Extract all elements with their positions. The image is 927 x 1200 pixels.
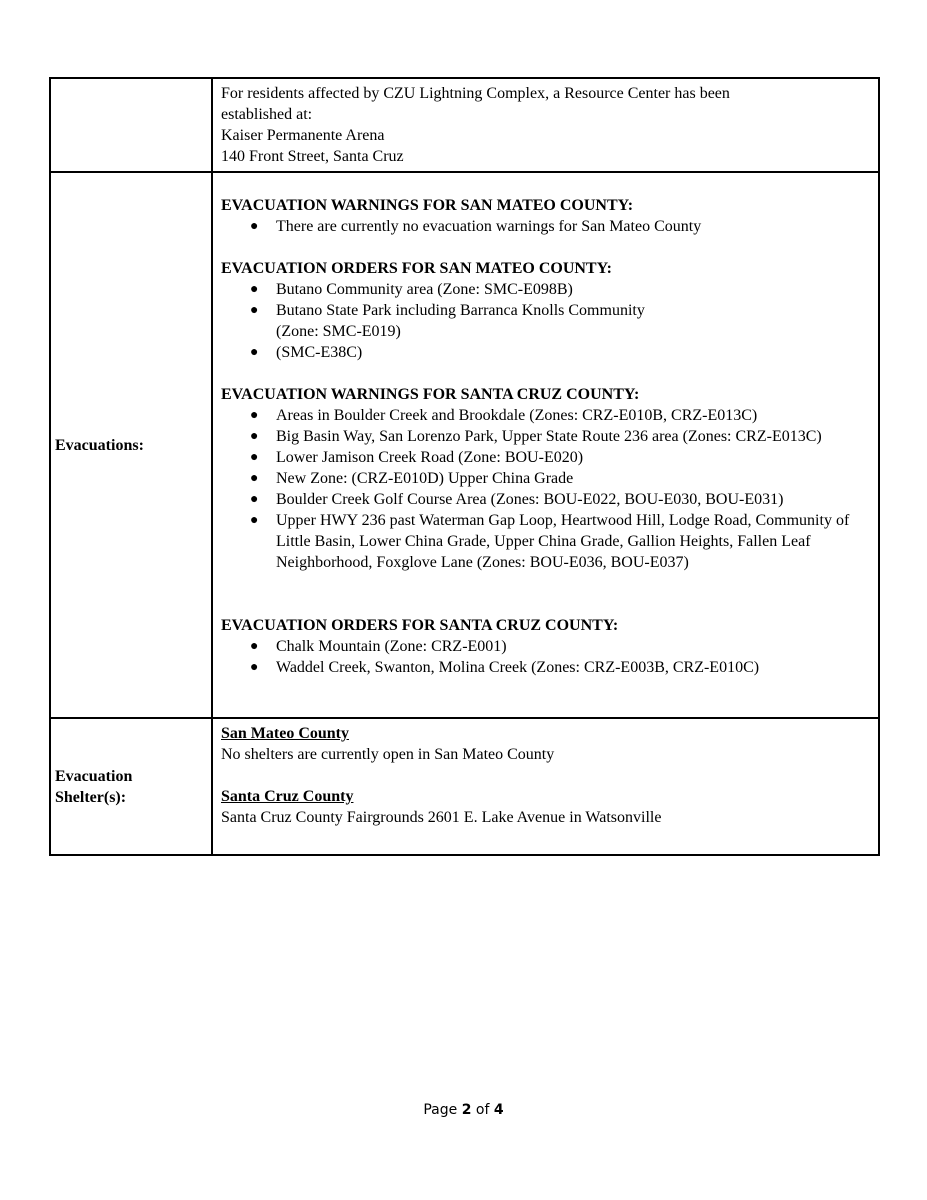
shelters-label: Evacuation Shelter(s): xyxy=(50,718,212,855)
bullet-icon: ● xyxy=(250,450,259,465)
list-item: ● Chalk Mountain (Zone: CRZ-E001) xyxy=(250,638,507,655)
bullet-icon: ● xyxy=(250,303,259,318)
resource-center-cell xyxy=(212,78,879,172)
bullet-icon: ● xyxy=(250,660,259,675)
bullet-list xyxy=(221,405,870,573)
section-heading: EVACUATION ORDERS FOR SAN MATEO COUNTY: xyxy=(221,260,613,277)
evacuations-row xyxy=(50,172,879,718)
bullet-icon: ● xyxy=(250,429,259,444)
bullet-icon: ● xyxy=(250,492,259,507)
list-item: ● There are currently no evacuation warnings for San Mateo County xyxy=(250,218,702,235)
san-mateo-heading: San Mateo County xyxy=(221,725,350,742)
bullet-list xyxy=(221,279,870,363)
evacuations-cell xyxy=(212,172,879,718)
section-heading: EVACUATION ORDERS FOR SANTA CRUZ COUNTY: xyxy=(221,617,619,634)
bullet-list xyxy=(221,216,870,237)
resource-center-venue: Kaiser Permanente Arena xyxy=(221,127,385,144)
page-footer xyxy=(0,1102,927,1118)
list-item: ● Upper HWY 236 past Waterman Gap Loop, Heartwood Hill, Lodge Road, Community of Little Basin, Lower China Grade, Upper China Grade, Gallion Heights, Fallen Leaf Neighborhood, Foxglove Lane (Zones: BOU-E036, BOU-E037) xyxy=(250,512,850,571)
current-page: 2 xyxy=(461,1102,472,1118)
resource-center-row xyxy=(50,78,879,172)
list-item: ● Areas in Boulder Creek and Brookdale (Zones: CRZ-E010B, CRZ-E013C) xyxy=(250,407,758,424)
list-item: ● Lower Jamison Creek Road (Zone: BOU-E020) xyxy=(250,449,584,466)
list-item: ● (SMC-E38C) xyxy=(250,344,363,361)
resource-center-line: established at: xyxy=(221,106,313,123)
section-heading: EVACUATION WARNINGS FOR SAN MATEO COUNTY: xyxy=(221,197,634,214)
list-item: ● Butano State Park including Barranca Knolls Community (Zone: SMC-E019) xyxy=(250,302,645,340)
santa-cruz-text: Santa Cruz County Fairgrounds 2601 E. Lake Avenue in Watsonville xyxy=(221,809,662,826)
list-item: ● Boulder Creek Golf Course Area (Zones: BOU-E022, BOU-E030, BOU-E031) xyxy=(250,491,784,508)
resource-center-address: 140 Front Street, Santa Cruz xyxy=(221,148,404,165)
section-heading: EVACUATION WARNINGS FOR SANTA CRUZ COUNTY: xyxy=(221,386,640,403)
bullet-icon: ● xyxy=(250,282,259,297)
bullet-list xyxy=(221,636,870,678)
resource-center-label-cell xyxy=(50,78,212,172)
bullet-icon: ● xyxy=(250,471,259,486)
bullet-icon: ● xyxy=(250,219,259,234)
santa-cruz-heading: Santa Cruz County xyxy=(221,788,354,805)
list-item: ● Waddel Creek, Swanton, Molina Creek (Zones: CRZ-E003B, CRZ-E010C) xyxy=(250,659,760,676)
bullet-icon: ● xyxy=(250,345,259,360)
evacuations-label: Evacuations: xyxy=(50,172,212,718)
of-word: of xyxy=(475,1102,490,1118)
san-mateo-text: No shelters are currently open in San Mateo County xyxy=(221,746,555,763)
info-table xyxy=(49,77,880,856)
list-item: ● Butano Community area (Zone: SMC-E098B) xyxy=(250,281,573,298)
resource-center-line: For residents affected by CZU Lightning Complex, a Resource Center has been xyxy=(221,85,730,102)
shelters-cell xyxy=(212,718,879,855)
shelters-row xyxy=(50,718,879,855)
bullet-icon: ● xyxy=(250,408,259,423)
bullet-icon: ● xyxy=(250,639,259,654)
list-item: ● Big Basin Way, San Lorenzo Park, Upper State Route 236 area (Zones: CRZ-E013C) xyxy=(250,428,822,445)
total-pages: 4 xyxy=(493,1102,504,1118)
bullet-icon: ● xyxy=(250,513,259,528)
page-word: Page xyxy=(423,1102,458,1118)
list-item: ● New Zone: (CRZ-E010D) Upper China Grade xyxy=(250,470,574,487)
